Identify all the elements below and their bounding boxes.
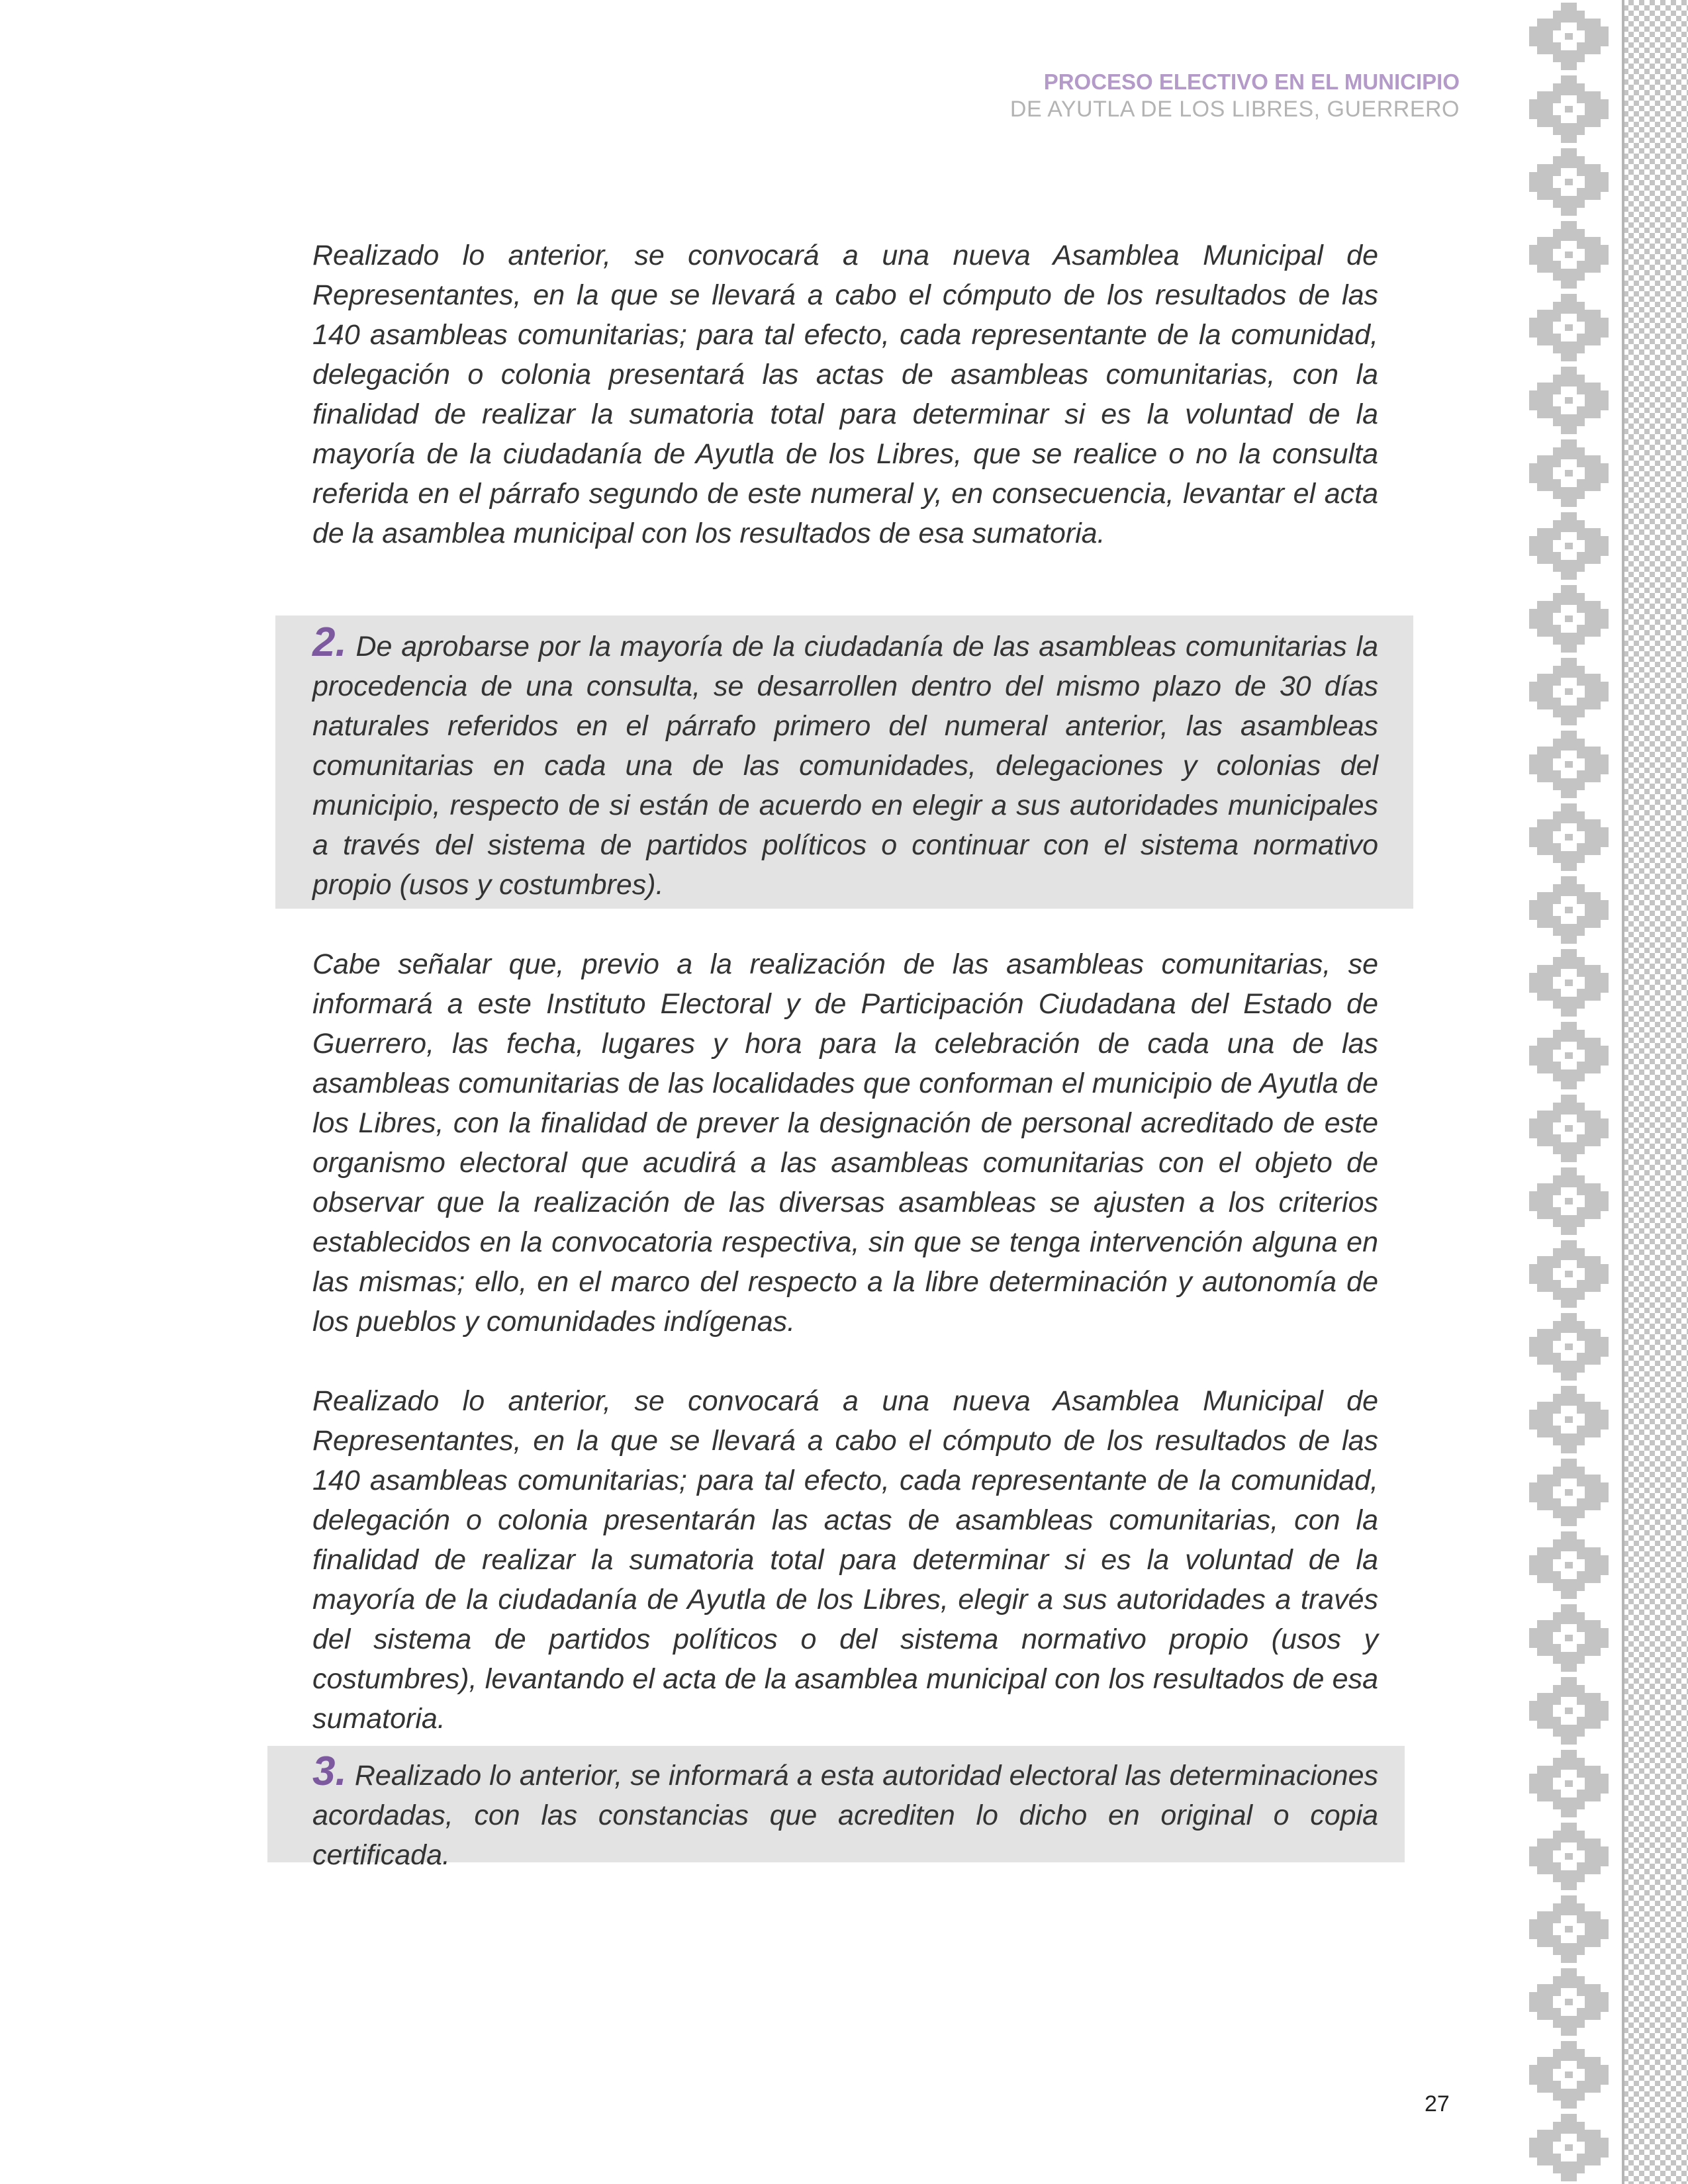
item-number-2: 2. [312, 619, 347, 665]
numbered-item-3-box [267, 1746, 1405, 1871]
paragraph-computo-eleccion: Realizado lo anterior, se convocará a una nueva Asamblea Municipal de Representantes, en la que se llevará a cabo el cómputo de los resultados de las 140 asambleas comunitarias; para tal efecto, cada representante de la comunidad, delegación o colonia presentarán las actas de asambleas comunitarias, con la finalidad de realizar la sumatoria total para determinar si es la voluntad de la mayoría de la ciudadanía de Ayutla de los Libres, elegir a sus autoridades a través del sistema de partidos políticos o del sistema normativo propio (usos y costumbres), levantando el acta de la asamblea municipal con los resultados de esa sumatoria. [312, 1385, 1378, 1735]
item-3-text: Realizado lo anterior, se informará a esta autoridad electoral las determinaciones acordadas, con las constancias que acrediten lo dicho en original o copia certificada. [312, 1760, 1378, 1871]
side-pattern-border [1523, 0, 1688, 2184]
item-number-3: 3. [312, 1749, 347, 1794]
paragraph-computo-consulta: Realizado lo anterior, se convocará a una nueva Asamblea Municipal de Representantes, en la que se llevará a cabo el cómputo de los resultados de las 140 asambleas comunitarias; para tal efecto, cada representante de la comunidad, delegación o colonia presentará las actas de asambleas comunitarias, con la finalidad de realizar la sumatoria total para determinar si es la voluntad de la mayoría de la ciudadanía de Ayutla de los Libres, que se realice o no la consulta referida en el párrafo segundo de este numeral y, en consecuencia, levantar el acta de la asamblea municipal con los resultados de esa sumatoria. [312, 240, 1378, 549]
running-header [1010, 69, 1460, 123]
page-number: 27 [1425, 2091, 1450, 2116]
header-title: PROCESO ELECTIVO EN EL MUNICIPIO [1043, 69, 1460, 94]
numbered-item-3 [312, 1751, 1378, 1875]
numbered-item-2 [312, 619, 1378, 905]
paragraph-informe-instituto: Cabe señalar que, previo a la realización de las asambleas comunitarias, se informará a este Instituto Electoral y de Participación Ciudadana del Estado de Guerrero, las fecha, lugares y hora para la celebración de cada una de las asambleas comunitarias de las localidades que conforman el municipio de Ayutla de los Libres, con la finalidad de prever la designación de personal acreditado de este organismo electoral que acudirá a las asambleas comunitarias con el objeto de observar que la realización de las diversas asambleas se ajusten a los criterios establecidos en la convocatoria respectiva, sin que se tenga intervención alguna en las mismas; ello, en el marco del respecto a la libre determinación y autonomía de los pueblos y comunidades indígenas. [312, 948, 1378, 1338]
checker-column [1622, 0, 1688, 2184]
header-subtitle: DE AYUTLA DE LOS LIBRES, GUERRERO [1009, 97, 1460, 122]
item-2-text: De aprobarse por la mayoría de la ciudadanía de las asambleas comunitarias la procedencia de una consulta, se desarrollen dentro del mismo plazo de 30 días naturales referidos en el párrafo primero del numeral anterior, las asambleas comunitarias en cada una de las comunidades, delegaciones y colonias del municipio, respecto de si están de acuerdo en elegir a sus autoridades municipales a través del sistema de partidos políticos o continuar con el sistema normativo propio (usos y costumbres). [312, 631, 1378, 901]
numbered-item-2-box [275, 615, 1413, 909]
motif-column [1523, 0, 1622, 2184]
